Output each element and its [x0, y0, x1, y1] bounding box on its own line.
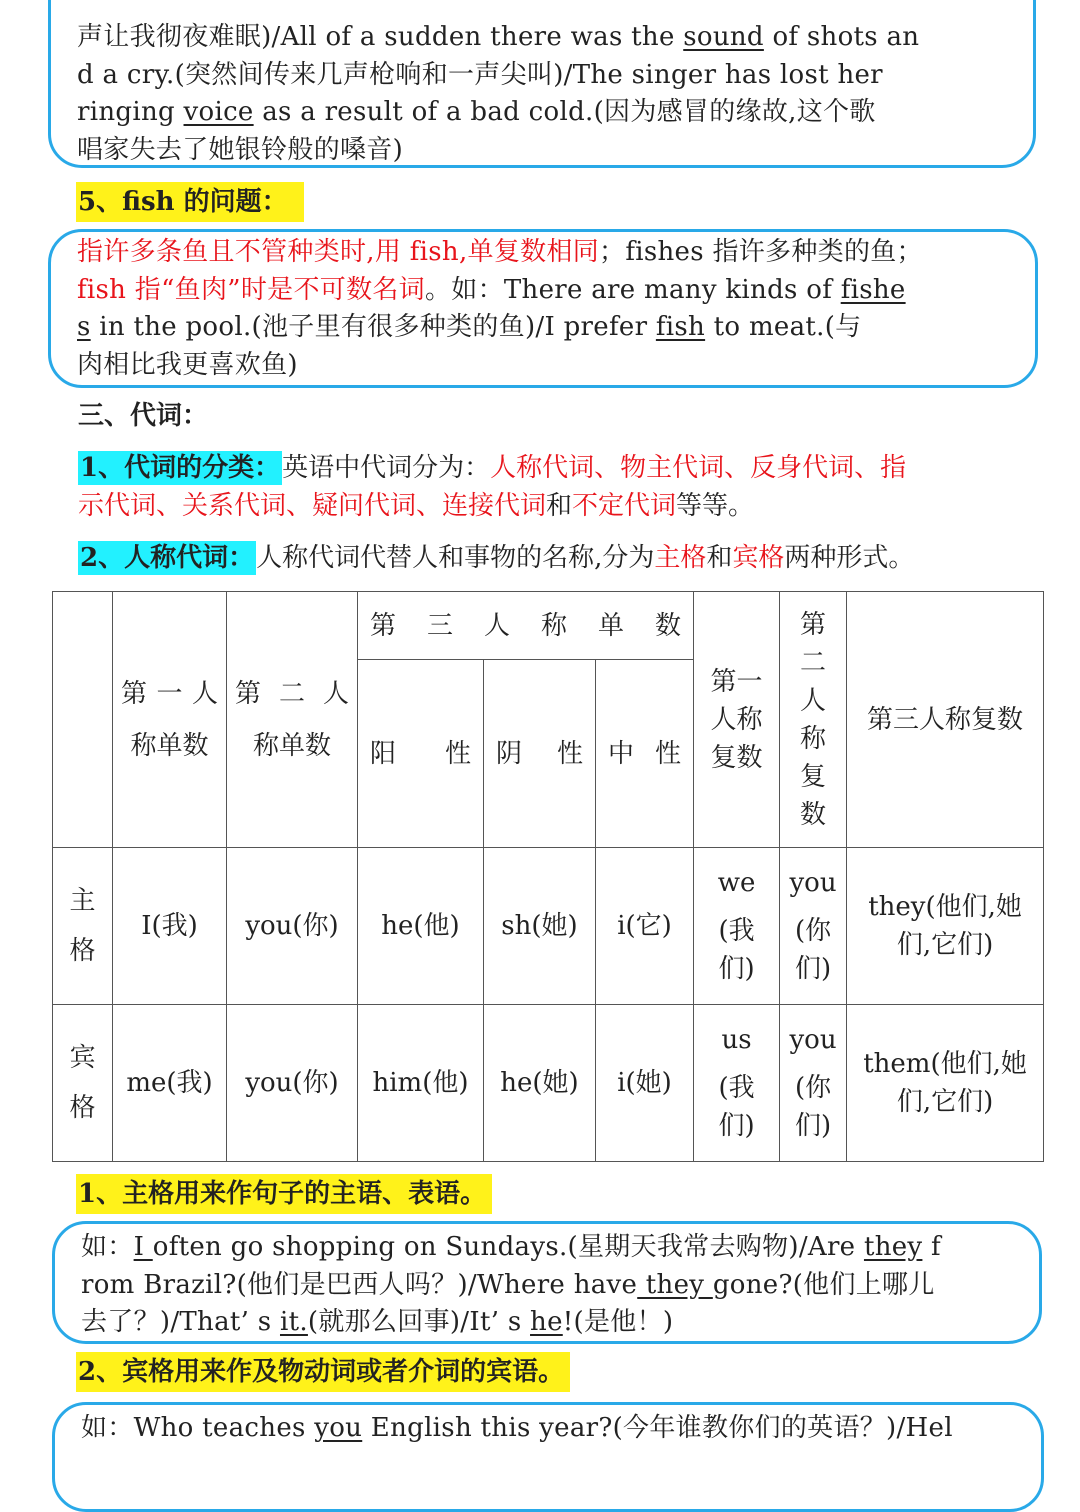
pronoun-table — [52, 591, 1044, 1162]
text: 两种形式。 — [784, 543, 915, 573]
text-red: 不定代词 — [572, 491, 677, 521]
cell: you (你 们) — [780, 848, 847, 1005]
header-masculine: 阳性 — [358, 660, 484, 848]
box-nominative-examples — [52, 1221, 1042, 1344]
text: 等等。 — [676, 491, 755, 521]
header-empty — [53, 592, 113, 848]
table-header-row — [53, 592, 1044, 660]
box-objective-examples — [52, 1402, 1044, 1512]
paragraph-classification — [78, 449, 1008, 525]
cell: sh(她) — [484, 848, 596, 1005]
text-line: rom Brazil?(他们是巴西人吗？)/Where have they gone?(他们上哪儿 — [81, 1269, 935, 1300]
cell: I(我) — [113, 848, 227, 1005]
row-label: 宾 格 — [53, 1005, 113, 1162]
label-classification: 1、代词的分类： — [80, 453, 281, 483]
table-row-objective — [53, 1005, 1044, 1162]
cell: we (我 们) — [694, 848, 780, 1005]
text: 和 — [546, 491, 573, 521]
paragraph-personal-pronoun — [78, 538, 1038, 578]
text-line: 肉相比我更喜欢鱼) — [77, 349, 298, 380]
cell: you (你 们) — [780, 1005, 847, 1162]
cell: him(他) — [358, 1005, 484, 1162]
cell: they(他们,她 们,它们) — [847, 848, 1044, 1005]
text-line: s in the pool.(池子里有很多种类的鱼)/I prefer fish to meat.(与 — [77, 312, 862, 342]
text: 和 — [706, 543, 733, 573]
cell: i(它) — [596, 848, 694, 1005]
header-first-plural: 第一 人称 复数 — [694, 592, 780, 848]
cell: me(我) — [113, 1005, 227, 1162]
cell: you(你) — [227, 1005, 358, 1162]
text-line: ringing voice as a result of a bad cold.(因为感冒的缘故,这个歌 — [77, 97, 876, 127]
text: 英语中代词分为： — [282, 453, 491, 483]
heading-objective: 2、宾格用来作及物动词或者介词的宾语。 — [76, 1352, 570, 1392]
header-third-plural: 第三人称复数 — [847, 592, 1044, 848]
header-first-singular: 第一人 称单数 — [113, 592, 227, 848]
cell: you(你) — [227, 848, 358, 1005]
cell: he(她) — [484, 1005, 596, 1162]
label-personal-pronoun: 2、人称代词： — [80, 543, 255, 573]
header-third-singular: 第三人称单数 — [358, 592, 694, 660]
text-red: 主格 — [654, 543, 707, 573]
text-line: fish 指“鱼肉”时是不可数名词。如：There are many kinds of fishe — [77, 274, 906, 305]
cell: us (我 们) — [694, 1005, 780, 1162]
text: 人称代词代替人和事物的名称,分为 — [256, 543, 655, 573]
header-neuter: 中性 — [596, 660, 694, 848]
box-sound-voice — [48, 0, 1036, 168]
text-red: 人称代词、物主代词、反身代词、指 — [490, 453, 907, 483]
section-title-pronoun: 三、代词： — [78, 401, 209, 431]
header-feminine: 阴性 — [484, 660, 596, 848]
row-label: 主 格 — [53, 848, 113, 1005]
header-second-singular: 第二人 称单数 — [227, 592, 358, 848]
text-red: 宾格 — [732, 543, 785, 573]
heading-fish: 5、fish 的问题： — [76, 182, 304, 222]
table-row-nominative — [53, 848, 1044, 1005]
text-line: 如：Who teaches you English this year?(今年谁教你们的英语？)/Hel — [81, 1413, 953, 1443]
cell: he(他) — [358, 848, 484, 1005]
cell: i(她) — [596, 1005, 694, 1162]
text-line: 指许多条鱼且不管种类时,用 fish,单复数相同；fishes 指许多种类的鱼； — [77, 237, 923, 267]
text-line: 去了？)/That’ s it.(就那么回事)/It’ s he!(是他！) — [81, 1307, 674, 1337]
cell: them(他们,她 们,它们) — [847, 1005, 1044, 1162]
text-line: d a cry.(突然间传来几声枪响和一声尖叫)/The singer has lost her — [77, 59, 883, 90]
text-line: 声让我彻夜难眠)/All of a sudden there was the sound of shots an — [77, 22, 920, 52]
header-second-plural: 第 二 人 称 复 数 — [780, 592, 847, 848]
heading-nominative: 1、主格用来作句子的主语、表语。 — [76, 1174, 492, 1214]
text-line: 如：I often go shopping on Sundays.(星期天我常去购物)/Are they f — [81, 1232, 941, 1262]
box-fish — [48, 229, 1038, 388]
text-line: 唱家失去了她银铃般的嗓音) — [77, 134, 404, 165]
text-red: 示代词、关系代词、疑问代词、连接代词 — [78, 491, 547, 521]
